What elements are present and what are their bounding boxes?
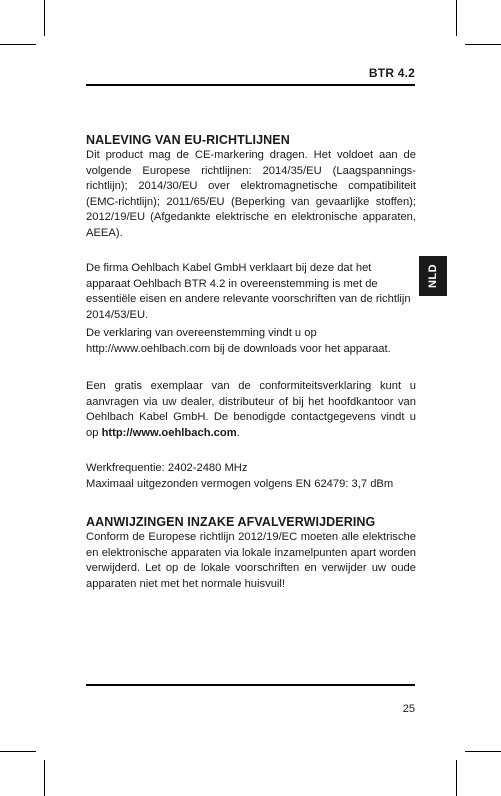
main-content [86, 132, 416, 592]
crop-mark [456, 0, 457, 36]
footer-divider [86, 684, 415, 686]
power-line: Maximaal uitgezonden vermogen volgens EN 62479: 3,7 dBm [86, 477, 394, 490]
crop-mark [0, 751, 36, 752]
language-tab [419, 256, 447, 296]
language-tab-label: NLD [426, 263, 439, 289]
declaration-location-paragraph: De verklaring van overeenstemming vindt u op http://www.oehlbach.com bij de downloads voor het apparaat. [86, 327, 391, 355]
header-divider [86, 84, 415, 86]
disposal-paragraph: Conform de Europese richtlijn 2012/19/EC moeten alle elektrische en elektronische apparaten via lokale inzamelpunten apart worden verwijderd. Let op de lokale voorschriften en verwijder uw oude apparaten niet met het normale huisvuil! [86, 531, 416, 590]
crop-mark [44, 760, 45, 796]
crop-mark [0, 44, 36, 45]
declaration-paragraph: De firma Oehlbach Kabel GmbH verklaart bij deze dat het apparaat Oehlbach BTR 4.2 in overeenstemming is met de essentiële eisen en andere relevante voorschriften van de richtlijn 2014/53/EU. [86, 262, 411, 321]
compliance-paragraph: Dit product mag de CE-markering dragen. Het voldoet aan de volgende Europese richtlijnen: 2014/35/EU (Laagspannings-richtlijn); 2014/30/EU over elektromagnetische compatibiliteit (EMC-richtlijn); 2011/65/EU (Beperking van gevaarlijke stoffen); 2012/19/EU (Afgedankte elektrische en elektronische apparaten, AEEA). [86, 149, 416, 239]
section-heading-disposal: AANWIJZINGEN INZAKE AFVALVERWIJDERING [86, 515, 376, 529]
header-title: BTR 4.2 [368, 66, 415, 80]
crop-mark [465, 44, 501, 45]
crop-mark [44, 0, 45, 36]
free-copy-paragraph [86, 379, 416, 441]
page-number: 25 [402, 703, 415, 715]
website-link[interactable]: http://www.oehlbach.com [101, 426, 237, 439]
crop-mark [465, 751, 501, 752]
crop-mark [456, 760, 457, 796]
free-copy-text: Een gratis exemplaar van de conformiteitsverklaring kunt u aanvragen via uw dealer, distributeur of bij het hoofdkantoor van Oehlbach Kabel GmbH. De benodigde contactgegevens vindt u op [86, 380, 416, 439]
frequency-line: Werkfrequentie: 2402-2480 MHz [86, 462, 248, 474]
free-copy-suffix: . [236, 426, 240, 439]
section-heading-eu-compliance: NALEVING VAN EU-RICHTLIJNEN [86, 133, 290, 147]
